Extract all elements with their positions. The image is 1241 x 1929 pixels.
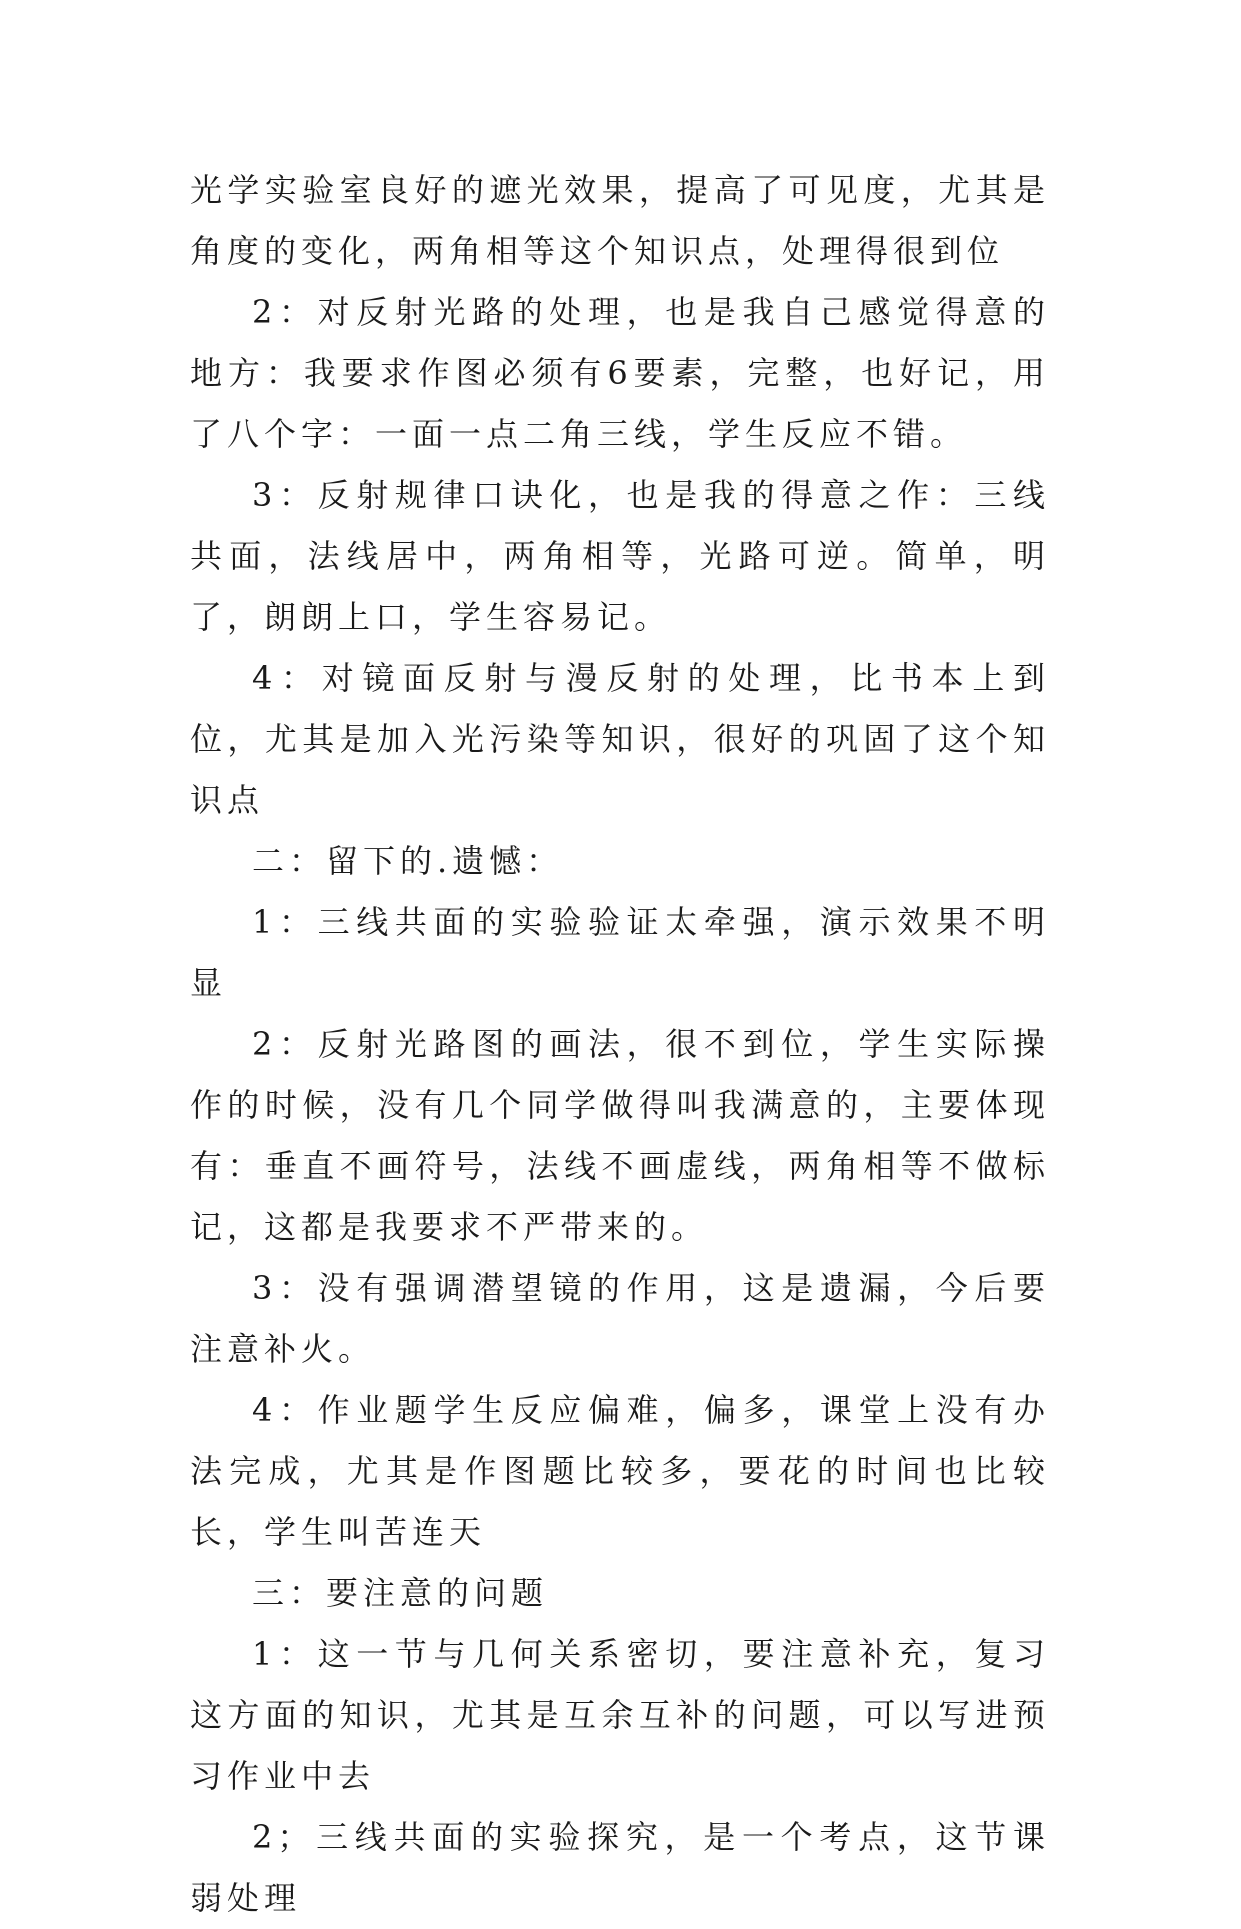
paragraph: 光学实验室良好的遮光效果，提高了可见度，尤其是角度的变化，两角相等这个知识点，处理得很到位 (190, 171, 1050, 270)
section-heading: 二：留下的.遗憾： (252, 842, 564, 880)
paragraph: 4：作业题学生反应偏难，偏多，课堂上没有办法完成，尤其是作图题比较多，要花的时间也比较长，学生叫苦连天 (190, 1391, 1050, 1551)
paragraph: 3：没有强调潜望镜的作用，这是遗漏，今后要注意补火。 (190, 1269, 1050, 1368)
section-heading: 三：要注意的问题 (252, 1574, 549, 1612)
document-body (190, 160, 1050, 1929)
paragraph: 2：反射光路图的画法，很不到位，学生实际操作的时候，没有几个同学做得叫我满意的，主要体现有：垂直不画符号，法线不画虚线，两角相等不做标记，这都是我要求不严带来的。 (190, 1025, 1050, 1246)
paragraph: 1：这一节与几何关系密切，要注意补充，复习这方面的知识，尤其是互余互补的问题，可以写进预习作业中去 (190, 1635, 1050, 1795)
paragraph: 2；三线共面的实验探究，是一个考点，这节课弱处理 (190, 1818, 1050, 1917)
paragraph: 1：三线共面的实验验证太牵强，演示效果不明显 (190, 903, 1050, 1002)
paragraph: 4：对镜面反射与漫反射的处理，比书本上到位，尤其是加入光污染等知识，很好的巩固了这个知识点 (190, 659, 1050, 819)
paragraph: 3：反射规律口诀化，也是我的得意之作：三线共面，法线居中，两角相等，光路可逆。简单，明了，朗朗上口，学生容易记。 (190, 476, 1050, 636)
paragraph: 2：对反射光路的处理，也是我自己感觉得意的地方：我要求作图必须有6要素，完整，也好记，用了八个字：一面一点二角三线，学生反应不错。 (190, 293, 1050, 453)
